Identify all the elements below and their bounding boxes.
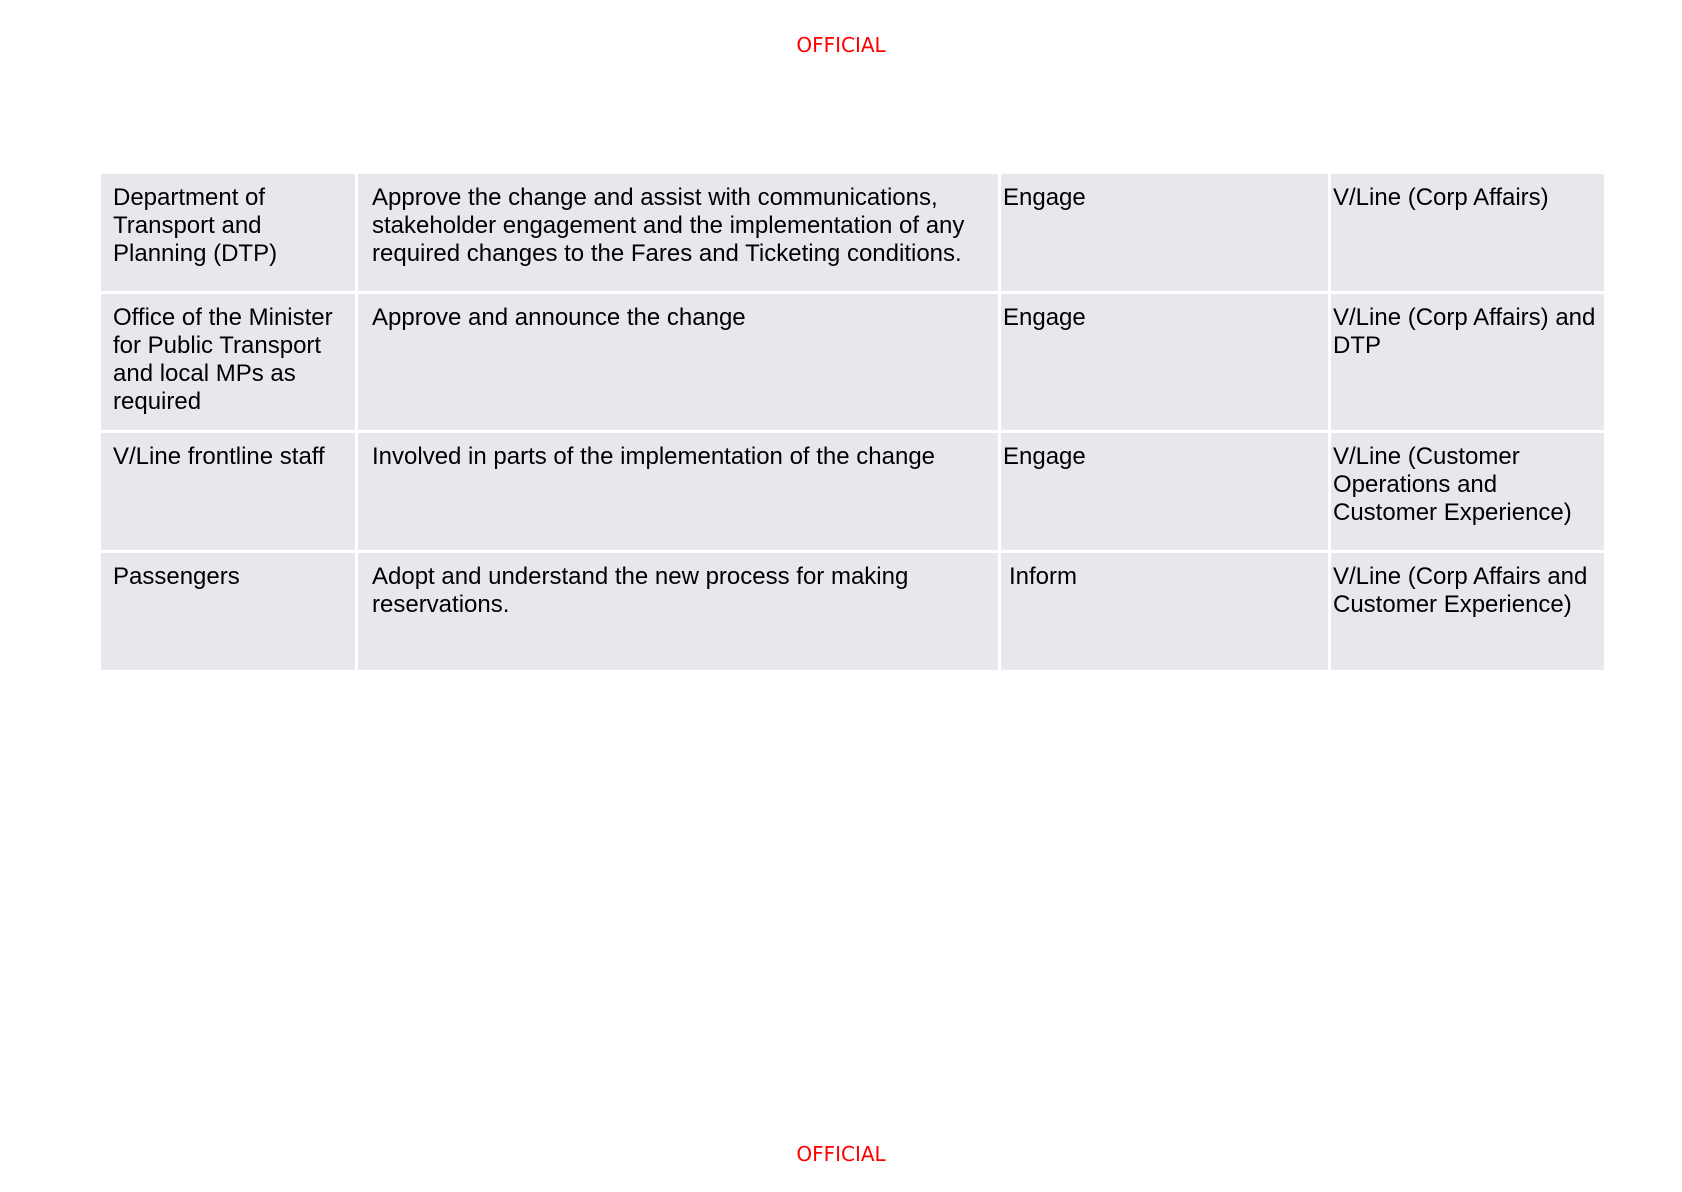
engagement-level-cell: Engage [1001, 174, 1328, 291]
table-row [101, 174, 1604, 291]
role-cell: Approve the change and assist with communications, stakeholder engagement and the implementation of any required changes to the Fares and Ticketing conditions. [358, 174, 998, 291]
owner-cell: V/Line (Corp Affairs) and DTP [1331, 294, 1604, 430]
role-cell: Approve and announce the change [358, 294, 998, 430]
owner-cell: V/Line (Corp Affairs and Customer Experience) [1331, 553, 1604, 670]
footer-official-marking: OFFICIAL [796, 1142, 886, 1166]
stakeholder-cell: Department of Transport and Planning (DTP) [101, 174, 355, 291]
header-official-marking: OFFICIAL [796, 33, 886, 57]
table-row [101, 433, 1604, 550]
role-cell: Adopt and understand the new process for making reservations. [358, 553, 998, 670]
stakeholder-cell: Office of the Minister for Public Transport and local MPs as required [101, 294, 355, 430]
role-cell: Involved in parts of the implementation of the change [358, 433, 998, 550]
table-row [101, 553, 1604, 670]
engagement-level-cell: Inform [1001, 553, 1328, 670]
engagement-level-cell: Engage [1001, 294, 1328, 430]
stakeholder-engagement-table [98, 171, 1607, 673]
stakeholder-cell: Passengers [101, 553, 355, 670]
owner-cell: V/Line (Corp Affairs) [1331, 174, 1604, 291]
table-row [101, 294, 1604, 430]
owner-cell: V/Line (Customer Operations and Customer Experience) [1331, 433, 1604, 550]
stakeholder-cell: V/Line frontline staff [101, 433, 355, 550]
engagement-level-cell: Engage [1001, 433, 1328, 550]
